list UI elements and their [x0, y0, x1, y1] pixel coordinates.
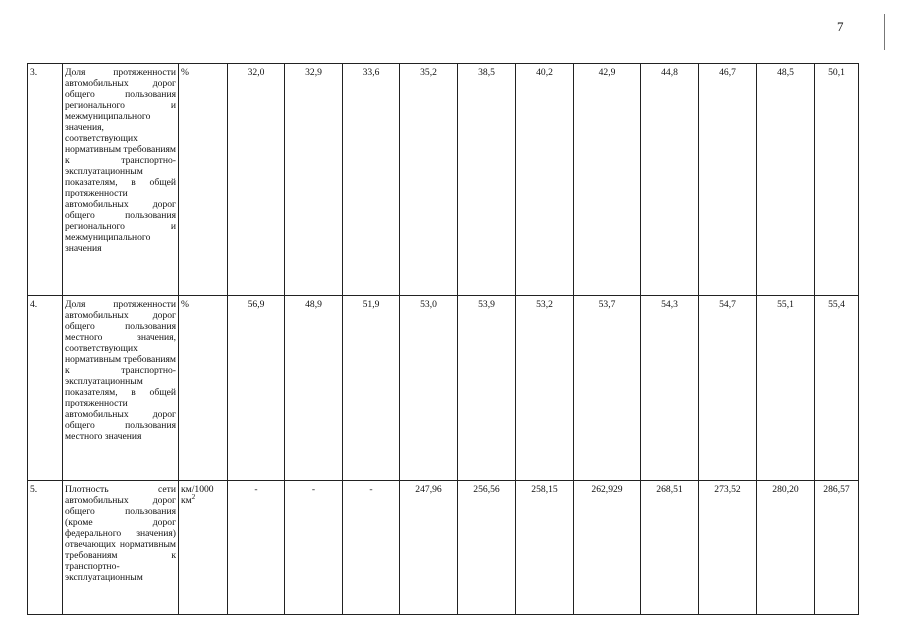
value-text: 40,2 [536, 67, 553, 78]
indicator-name: Доля протяженности автомобильных дорог общего пользования регионального и межмуниципального значения, соответствующих нормативным требованиям к транспортно-эксплуатационным показателям, в общей протяженности автомобильных дорог общего пользования регионального и межмуниципального значения [63, 64, 179, 296]
value-cell [516, 481, 574, 615]
value-text: 273,52 [714, 484, 741, 495]
value-text: 48,9 [305, 299, 322, 310]
value-cell [343, 64, 400, 296]
unit-cell [179, 481, 228, 615]
value-cell [815, 481, 859, 615]
value-text: 258,15 [531, 484, 558, 495]
value-text: 55,1 [777, 299, 794, 310]
value-text: 42,9 [598, 67, 616, 78]
value-cell [400, 64, 458, 296]
value-text: 256,56 [473, 484, 500, 495]
value-text: 262,929 [591, 484, 623, 495]
value-cell [699, 296, 757, 481]
value-text: 268,51 [656, 484, 683, 495]
value-text: 32,9 [305, 67, 322, 78]
value-text: 48,5 [777, 67, 794, 78]
unit-superscript: 2 [191, 492, 196, 501]
value-cell [699, 481, 757, 615]
value-cell [757, 481, 815, 615]
value-cell [458, 296, 516, 481]
value-cell [458, 64, 516, 296]
value-text: 51,9 [362, 299, 380, 310]
value-text: 53,2 [536, 299, 553, 310]
value-text: - [369, 484, 373, 495]
value-cell [285, 64, 343, 296]
value-cell [641, 296, 699, 481]
unit-text: км/1000 км [181, 484, 214, 506]
table-row [28, 296, 859, 481]
value-text: 56,9 [247, 299, 265, 310]
value-cell [516, 64, 574, 296]
value-text: 33,6 [362, 67, 380, 78]
unit-cell: % [179, 64, 228, 296]
value-cell [285, 296, 343, 481]
value-cell [228, 64, 285, 296]
indicator-name: Плотность сети автомобильных дорог общего пользования (кроме дорог федерального значения) отвечающих нормативным требованиям к транспортно-эксплуатационным [63, 481, 179, 615]
table-row [28, 481, 859, 615]
value-cell [343, 481, 400, 615]
value-text: - [254, 484, 258, 495]
value-text: 55,4 [828, 299, 845, 310]
scan-edge-mark [884, 14, 885, 50]
value-cell [815, 296, 859, 481]
page-number: 7 [837, 19, 844, 34]
value-text: 286,57 [823, 484, 850, 495]
row-number: 4. [28, 296, 63, 481]
value-text: 46,7 [719, 67, 736, 78]
value-text: 44,8 [661, 67, 678, 78]
value-cell [757, 64, 815, 296]
indicator-name: Доля протяженности автомобильных дорог общего пользования местного значения, соответствующих нормативным требованиям к транспортно-эксплуатационным показателям, в общей протяженности автомобильных дорог общего пользования местного значения [63, 296, 179, 481]
value-cell [699, 64, 757, 296]
value-cell [815, 64, 859, 296]
value-cell [228, 481, 285, 615]
row-number: 3. [28, 64, 63, 296]
value-text: 53,0 [420, 299, 437, 310]
value-text: 54,7 [719, 299, 736, 310]
value-text: 53,7 [598, 299, 616, 310]
value-text: 32,0 [247, 67, 265, 78]
value-cell [400, 296, 458, 481]
value-cell [574, 296, 641, 481]
value-cell [343, 296, 400, 481]
value-cell [458, 481, 516, 615]
value-cell [574, 64, 641, 296]
value-text: 50,1 [828, 67, 845, 78]
value-cell [641, 64, 699, 296]
value-cell [757, 296, 815, 481]
table-row [28, 64, 859, 296]
value-text: 38,5 [478, 67, 495, 78]
value-cell [285, 481, 343, 615]
value-text: 280,20 [772, 484, 799, 495]
value-cell [641, 481, 699, 615]
value-text: 247,96 [415, 484, 442, 495]
value-cell [228, 296, 285, 481]
value-cell [400, 481, 458, 615]
value-text: 54,3 [661, 299, 678, 310]
value-text: 53,9 [478, 299, 495, 310]
row-number: 5. [28, 481, 63, 615]
value-text: - [311, 484, 316, 495]
value-cell [574, 481, 641, 615]
value-cell [516, 296, 574, 481]
indicator-table [27, 63, 859, 615]
unit-cell: % [179, 296, 228, 481]
value-text: 35,2 [420, 67, 437, 78]
